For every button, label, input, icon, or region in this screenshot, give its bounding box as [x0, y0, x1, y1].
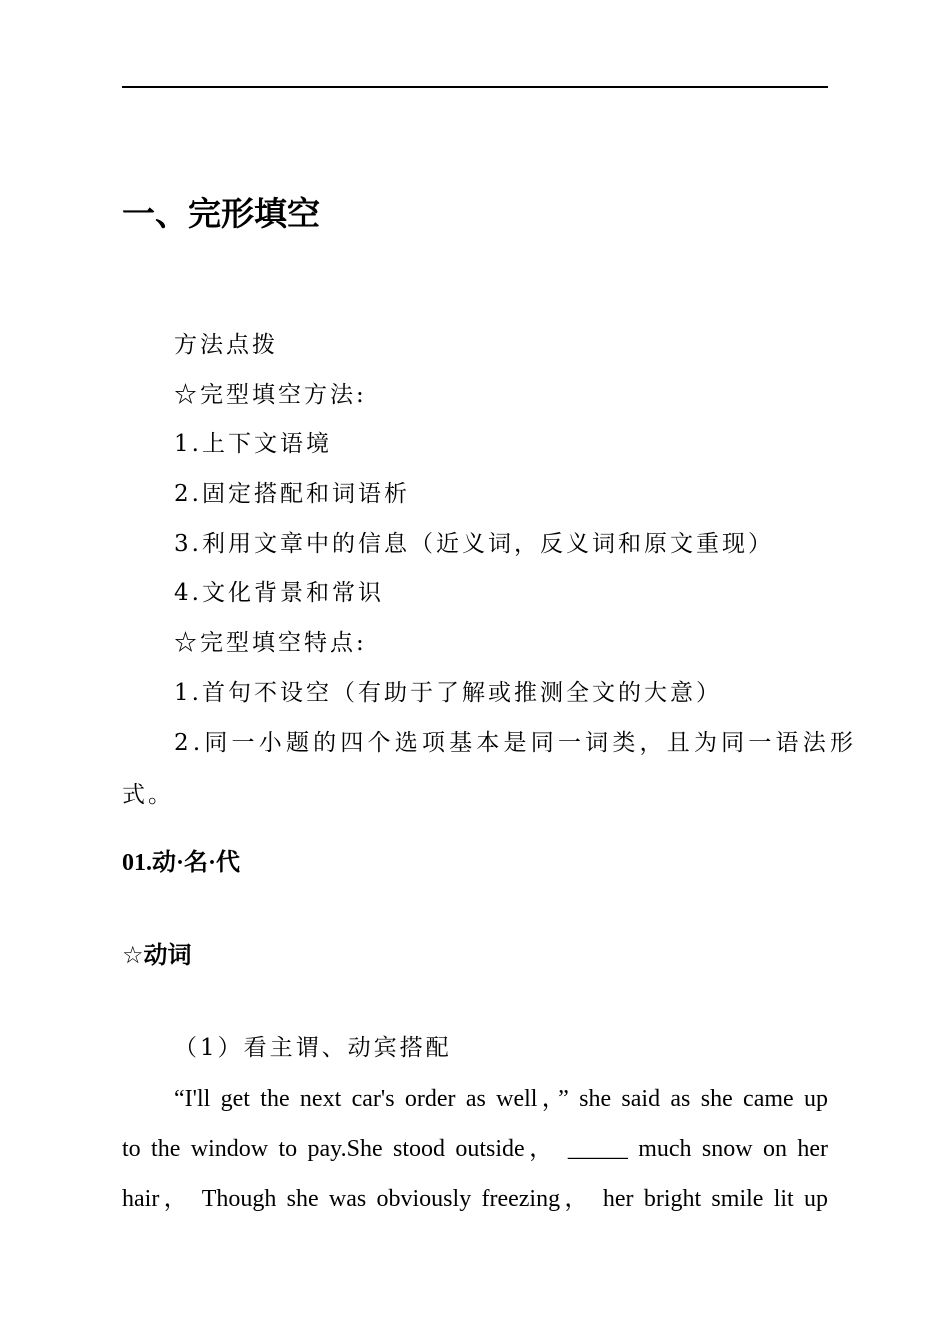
feature-item: 1.首句不设空（有助于了解或推测全文的大意）: [174, 680, 722, 706]
header-rule: [122, 86, 828, 88]
methods-title: ☆完型填空方法:: [174, 382, 367, 408]
feature-item: 2.同一小题的四个选项基本是同一词类，且为同一语法形: [174, 730, 858, 756]
tip-heading: （1）看主谓、动宾搭配: [174, 1035, 452, 1061]
method-item: 2.固定搭配和词语析: [174, 481, 410, 507]
passage-line: hair， Though she was obviously freezing， her bright smile lit up: [122, 1186, 828, 1212]
method-item: 1.上下文语境: [174, 431, 332, 457]
method-item: 4.文化背景和常识: [174, 580, 384, 606]
features-title: ☆完型填空特点:: [174, 630, 367, 656]
feature-item-continuation: 式。: [122, 782, 174, 808]
verb-heading: ☆动词: [122, 943, 192, 969]
passage-line: “I'll get the next car's order as well，” she said as she came up: [174, 1086, 828, 1112]
section-title: 一、完形填空: [122, 194, 320, 233]
passage: [122, 1074, 828, 1224]
subsection-title: 01.动·名·代: [122, 850, 241, 876]
method-heading: 方法点拨: [174, 332, 278, 358]
passage-line: to the window to pay.She stood outside， _____ much snow on her: [122, 1136, 828, 1162]
method-item: 3.利用文章中的信息（近义词，反义词和原文重现）: [174, 531, 774, 557]
